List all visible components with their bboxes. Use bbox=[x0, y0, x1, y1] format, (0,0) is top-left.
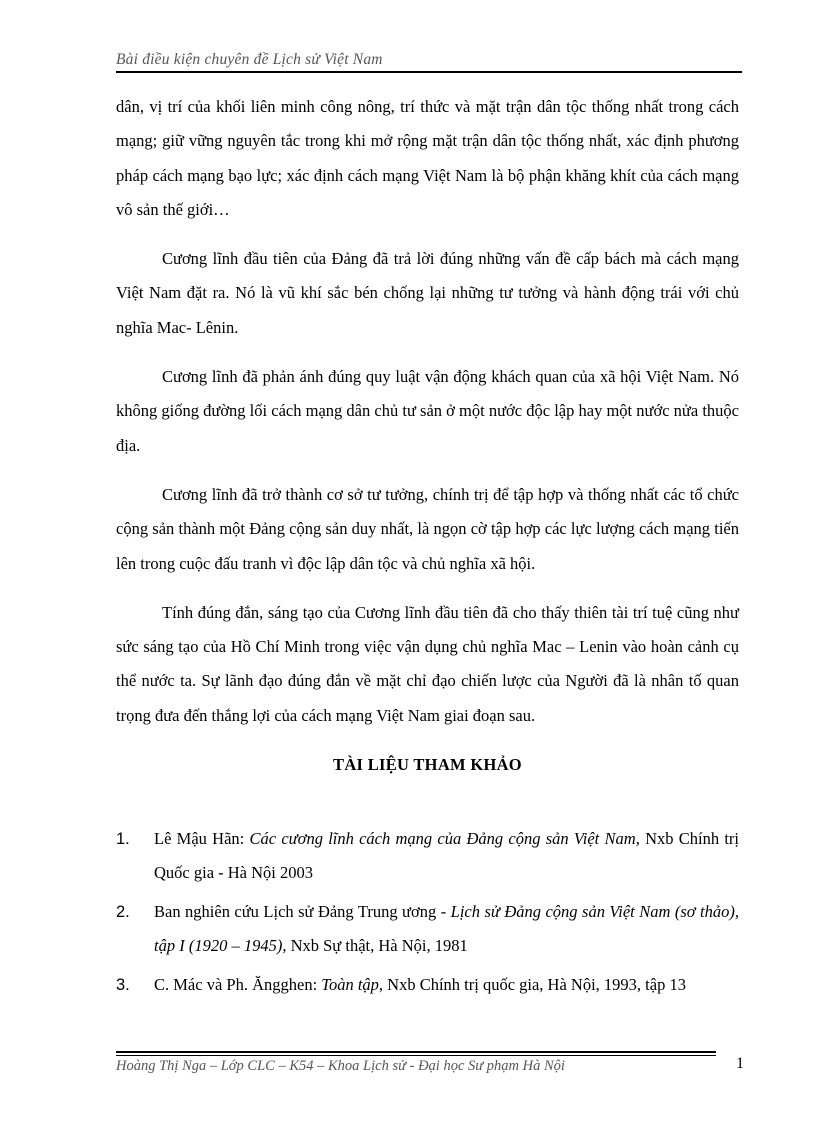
references-heading: TÀI LIỆU THAM KHẢO bbox=[333, 755, 522, 775]
paragraph: Cương lĩnh đã phản ánh đúng quy luật vận động khách quan của xã hội Việt Nam. Nó không giống đường lối cách mạng dân chủ tư sản ở một nước độc lập hay một nước nửa thuộc địa. bbox=[116, 367, 739, 455]
paragraph: Cương lĩnh đầu tiên của Đảng đã trả lời đúng những vấn đề cấp bách mà cách mạng Việt Nam đặt ra. Nó là vũ khí sắc bén chống lại những tư tưởng và hành động trái với chủ nghĩa Mac- Lênin. bbox=[116, 249, 739, 337]
reference-item bbox=[116, 895, 739, 963]
reference-work: Lịch sử Đảng cộng sản Việt Nam (sơ thảo), tập I (1920 – 1945), bbox=[154, 902, 739, 955]
document-body bbox=[116, 90, 739, 782]
page-header: Bài điều kiện chuyên đề Lịch sử Việt Nam bbox=[116, 51, 383, 68]
reference-work: Toàn tập bbox=[321, 975, 379, 994]
paragraph: dân, vị trí của khối liên minh công nông, trí thức và mặt trận dân tộc thống nhất trong cách mạng; giữ vững nguyên tắc trong khi mở rộng mặt trận dân tộc thống nhất, xác định phương pháp cách mạng bạo lực; xác định cách mạng Việt Nam là bộ phận khăng khít của cách mạng vô sản thế giới… bbox=[116, 97, 739, 219]
reference-publisher: , Nxb Chính trị quốc gia, Hà Nội, 1993, tập 13 bbox=[378, 975, 686, 994]
header-divider bbox=[116, 71, 742, 73]
reference-number: 2. bbox=[116, 903, 130, 921]
references-list bbox=[116, 822, 739, 1007]
reference-author: Ban nghiên cứu Lịch sử Đảng Trung ương - bbox=[154, 902, 451, 921]
page-number: 1 bbox=[736, 1055, 744, 1072]
reference-work: Các cương lĩnh cách mạng của Đảng cộng sản Việt Nam bbox=[249, 829, 636, 848]
paragraph: Tính đúng đắn, sáng tạo của Cương lĩnh đầu tiên đã cho thấy thiên tài trí tuệ cũng như sức sáng tạo của Hồ Chí Minh trong việc vận dụng chủ nghĩa Mac – Lenin vào hoàn cảnh cụ thể nước ta. Sự lãnh đạo đúng đắn về mặt chỉ đạo chiến lược của Người đã là nhân tố quan trọng đưa đến thắng lợi của cách mạng Việt Nam giai đoạn sau. bbox=[116, 602, 739, 725]
reference-item bbox=[116, 968, 739, 1002]
reference-number: 3. bbox=[116, 976, 130, 994]
paragraph: Cương lĩnh đã trở thành cơ sở tư tưởng, chính trị để tập hợp và thống nhất các tổ chức cộng sản thành một Đảng cộng sản duy nhất, là ngọn cờ tập hợp các lực lượng cách mạng tiến lên trong cuộc đấu tranh vì độc lập dân tộc và chủ nghĩa xã hội. bbox=[116, 484, 739, 573]
footer-divider bbox=[116, 1055, 716, 1056]
reference-number: 1. bbox=[116, 830, 130, 848]
reference-author: Lê Mậu Hãn: bbox=[154, 829, 250, 848]
reference-author: C. Mác và Ph. Ăngghen: bbox=[154, 975, 322, 994]
reference-publisher: , Nxb Chính trị Quốc gia - Hà Nội 2003 bbox=[154, 829, 739, 882]
reference-publisher: Nxb Sự thật, Hà Nội, 1981 bbox=[286, 936, 468, 955]
footer-divider bbox=[116, 1051, 716, 1053]
reference-item bbox=[116, 822, 739, 890]
page-footer: Hoàng Thị Nga – Lớp CLC – K54 – Khoa Lịch sử - Đại học Sư phạm Hà Nội bbox=[116, 1058, 565, 1074]
